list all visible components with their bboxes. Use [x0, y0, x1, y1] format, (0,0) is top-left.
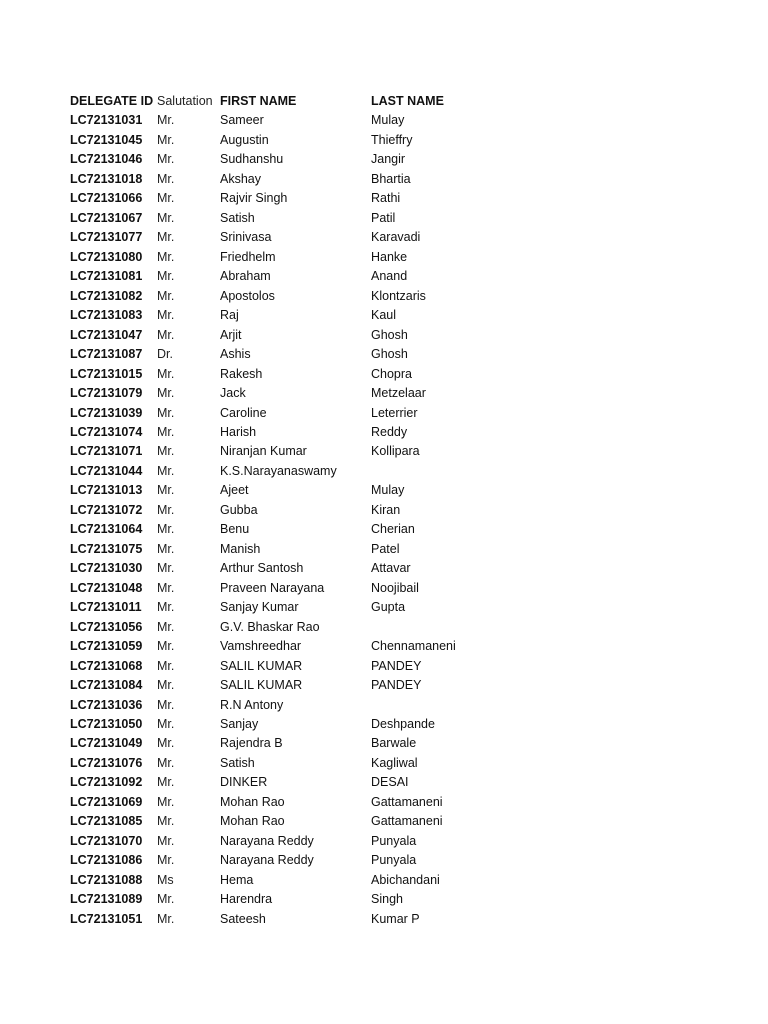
cell-salutation: Mr. — [157, 405, 175, 420]
cell-last-name: Ghosh — [371, 347, 408, 362]
cell-last-name: Leterrier — [371, 405, 418, 420]
cell-delegate-id: LC72131056 — [70, 619, 143, 634]
cell-salutation: Mr. — [157, 386, 175, 401]
cell-delegate-id: LC72131083 — [70, 308, 143, 323]
cell-salutation: Mr. — [157, 152, 175, 167]
cell-delegate-id: LC72131071 — [70, 444, 143, 459]
cell-last-name: Anand — [371, 269, 408, 284]
cell-salutation: Mr. — [157, 366, 175, 381]
cell-delegate-id: LC72131039 — [70, 405, 143, 420]
cell-delegate-id: LC72131011 — [70, 600, 142, 615]
cell-salutation: Mr. — [157, 561, 175, 576]
cell-delegate-id: LC72131079 — [70, 386, 143, 401]
cell-delegate-id: LC72131077 — [70, 230, 143, 245]
column-header-salutation: Salutation — [157, 94, 213, 108]
cell-first-name: Abraham — [220, 269, 271, 284]
cell-delegate-id: LC72131070 — [70, 833, 143, 848]
cell-delegate-id: LC72131051 — [70, 911, 143, 926]
cell-delegate-id: LC72131031 — [70, 113, 143, 128]
cell-first-name: Raj — [220, 308, 239, 323]
cell-salutation: Mr. — [157, 639, 175, 654]
cell-salutation: Dr. — [157, 347, 173, 362]
cell-delegate-id: LC72131064 — [70, 522, 143, 537]
cell-first-name: Ajeet — [220, 483, 249, 498]
cell-first-name: Vamshreedhar — [220, 639, 302, 654]
cell-salutation: Mr. — [157, 775, 175, 790]
cell-first-name: Harish — [220, 424, 257, 439]
cell-delegate-id: LC72131015 — [70, 366, 143, 381]
cell-delegate-id: LC72131082 — [70, 288, 143, 303]
cell-first-name: Benu — [220, 522, 250, 537]
cell-last-name: PANDEY — [371, 658, 422, 673]
cell-delegate-id: LC72131036 — [70, 697, 143, 712]
cell-delegate-id: LC72131066 — [70, 191, 143, 206]
cell-last-name: Karavadi — [371, 230, 421, 245]
cell-salutation: Mr. — [157, 522, 175, 537]
cell-first-name: Manish — [220, 541, 261, 556]
cell-last-name: Singh — [371, 892, 403, 907]
cell-delegate-id: LC72131013 — [70, 483, 143, 498]
cell-first-name: Rajendra B — [220, 736, 283, 751]
cell-first-name: Srinivasa — [220, 230, 272, 245]
cell-delegate-id: LC72131045 — [70, 132, 143, 147]
cell-delegate-id: LC72131048 — [70, 580, 143, 595]
cell-first-name: Sameer — [220, 113, 264, 128]
cell-salutation: Mr. — [157, 697, 175, 712]
cell-last-name: Metzelaar — [371, 386, 426, 401]
cell-delegate-id: LC72131046 — [70, 152, 143, 167]
cell-salutation: Mr. — [157, 483, 175, 498]
cell-first-name: Mohan Rao — [220, 814, 285, 829]
column-header-delegate-id: DELEGATE ID — [70, 94, 154, 108]
cell-delegate-id: LC72131074 — [70, 424, 143, 439]
cell-first-name: Harendra — [220, 892, 273, 907]
cell-salutation: Mr. — [157, 853, 175, 868]
cell-last-name: PANDEY — [371, 678, 422, 693]
cell-delegate-id: LC72131088 — [70, 872, 143, 887]
cell-last-name: Kollipara — [371, 444, 420, 459]
cell-salutation: Mr. — [157, 249, 175, 264]
cell-last-name: Kumar P — [371, 911, 420, 926]
cell-last-name: Hanke — [371, 249, 408, 264]
cell-delegate-id: LC72131075 — [70, 541, 143, 556]
cell-last-name: Gupta — [371, 600, 406, 615]
column-header-first-name: FIRST NAME — [220, 94, 297, 108]
cell-salutation: Mr. — [157, 502, 175, 517]
cell-delegate-id: LC72131084 — [70, 678, 143, 693]
cell-delegate-id: LC72131018 — [70, 171, 143, 186]
cell-salutation: Mr. — [157, 463, 175, 478]
cell-last-name: Gattamaneni — [371, 794, 443, 809]
cell-first-name: Arjit — [220, 327, 242, 342]
cell-salutation: Mr. — [157, 171, 175, 186]
cell-delegate-id: LC72131072 — [70, 502, 143, 517]
cell-salutation: Mr. — [157, 600, 175, 615]
cell-last-name: Klontzaris — [371, 288, 426, 303]
cell-first-name: SALIL KUMAR — [220, 678, 303, 693]
cell-salutation: Mr. — [157, 288, 175, 303]
cell-last-name: Thieffry — [371, 132, 413, 147]
cell-salutation: Mr. — [157, 541, 175, 556]
cell-delegate-id: LC72131087 — [70, 347, 143, 362]
cell-first-name: Ashis — [220, 347, 251, 362]
cell-last-name: Rathi — [371, 191, 401, 206]
cell-last-name: Noojibail — [371, 580, 419, 595]
cell-salutation: Mr. — [157, 444, 175, 459]
cell-delegate-id: LC72131089 — [70, 892, 143, 907]
cell-first-name: G.V. Bhaskar Rao — [220, 619, 320, 634]
cell-first-name: Caroline — [220, 405, 267, 420]
cell-first-name: Mohan Rao — [220, 794, 285, 809]
cell-delegate-id: LC72131030 — [70, 561, 143, 576]
cell-delegate-id: LC72131081 — [70, 269, 143, 284]
cell-first-name: K.S.Narayanaswamy — [220, 463, 337, 478]
cell-last-name: Chopra — [371, 366, 412, 381]
cell-salutation: Mr. — [157, 210, 175, 225]
cell-salutation: Mr. — [157, 736, 175, 751]
cell-salutation: Mr. — [157, 678, 175, 693]
cell-first-name: Apostolos — [220, 288, 275, 303]
cell-salutation: Mr. — [157, 327, 175, 342]
cell-last-name: Barwale — [371, 736, 417, 751]
cell-first-name: R.N Antony — [220, 697, 284, 712]
cell-salutation: Mr. — [157, 911, 175, 926]
cell-last-name: Punyala — [371, 853, 417, 868]
cell-first-name: Augustin — [220, 132, 269, 147]
cell-first-name: Akshay — [220, 171, 261, 186]
cell-delegate-id: LC72131085 — [70, 814, 143, 829]
cell-first-name: Niranjan Kumar — [220, 444, 307, 459]
cell-first-name: Hema — [220, 872, 254, 887]
cell-delegate-id: LC72131069 — [70, 794, 143, 809]
cell-last-name: Mulay — [371, 113, 405, 128]
cell-delegate-id: LC72131080 — [70, 249, 143, 264]
cell-delegate-id: LC72131049 — [70, 736, 143, 751]
cell-delegate-id: LC72131044 — [70, 463, 143, 478]
cell-first-name: Friedhelm — [220, 249, 276, 264]
cell-delegate-id: LC72131059 — [70, 639, 143, 654]
cell-last-name: Punyala — [371, 833, 417, 848]
cell-salutation: Mr. — [157, 308, 175, 323]
cell-first-name: Satish — [220, 755, 255, 770]
cell-last-name: Kiran — [371, 502, 401, 517]
column-header-last-name: LAST NAME — [371, 94, 444, 108]
cell-last-name: Patil — [371, 210, 396, 225]
cell-delegate-id: LC72131092 — [70, 775, 143, 790]
cell-salutation: Mr. — [157, 794, 175, 809]
cell-salutation: Mr. — [157, 113, 175, 128]
cell-first-name: Rajvir Singh — [220, 191, 288, 206]
cell-first-name: Sateesh — [220, 911, 266, 926]
cell-delegate-id: LC72131047 — [70, 327, 143, 342]
cell-salutation: Mr. — [157, 424, 175, 439]
cell-last-name: Abichandani — [371, 872, 440, 887]
cell-last-name: Gattamaneni — [371, 814, 443, 829]
cell-last-name: Cherian — [371, 522, 415, 537]
cell-salutation: Mr. — [157, 580, 175, 595]
cell-delegate-id: LC72131050 — [70, 717, 143, 731]
cell-salutation: Mr. — [157, 191, 175, 206]
cell-salutation: Mr. — [157, 892, 175, 907]
cell-last-name: Bhartia — [371, 171, 411, 186]
cell-last-name: Mulay — [371, 483, 405, 498]
cell-last-name: Kagliwal — [371, 755, 418, 770]
cell-salutation: Mr. — [157, 269, 175, 284]
cell-salutation: Mr. — [157, 814, 175, 829]
cell-first-name: Sudhanshu — [220, 152, 284, 167]
cell-first-name: DINKER — [220, 775, 268, 790]
cell-first-name: Narayana Reddy — [220, 853, 314, 868]
cell-first-name: Jack — [220, 386, 246, 401]
cell-last-name: DESAI — [371, 775, 409, 790]
cell-first-name: Sanjay Kumar — [220, 600, 299, 615]
cell-last-name: Attavar — [371, 561, 411, 576]
cell-last-name: Reddy — [371, 424, 408, 439]
cell-salutation: Ms — [157, 872, 174, 887]
cell-last-name: Jangir — [371, 152, 406, 167]
cell-last-name: Patel — [371, 541, 400, 556]
cell-first-name: Arthur Santosh — [220, 561, 304, 576]
cell-delegate-id: LC72131067 — [70, 210, 143, 225]
cell-salutation: Mr. — [157, 658, 175, 673]
cell-last-name: Deshpande — [371, 717, 435, 731]
cell-first-name: Rakesh — [220, 366, 263, 381]
cell-last-name: Chennamaneni — [371, 639, 456, 654]
cell-last-name: Kaul — [371, 308, 397, 323]
cell-salutation: Mr. — [157, 619, 175, 634]
cell-salutation: Mr. — [157, 132, 175, 147]
cell-delegate-id: LC72131068 — [70, 658, 143, 673]
cell-first-name: Satish — [220, 210, 255, 225]
cell-first-name: Sanjay — [220, 717, 259, 731]
cell-salutation: Mr. — [157, 833, 175, 848]
cell-first-name: Gubba — [220, 502, 258, 517]
cell-last-name: Ghosh — [371, 327, 408, 342]
cell-delegate-id: LC72131076 — [70, 755, 143, 770]
cell-delegate-id: LC72131086 — [70, 853, 143, 868]
cell-first-name: Praveen Narayana — [220, 580, 325, 595]
cell-first-name: Narayana Reddy — [220, 833, 314, 848]
cell-salutation: Mr. — [157, 230, 175, 245]
cell-salutation: Mr. — [157, 717, 175, 731]
cell-salutation: Mr. — [157, 755, 175, 770]
cell-first-name: SALIL KUMAR — [220, 658, 303, 673]
